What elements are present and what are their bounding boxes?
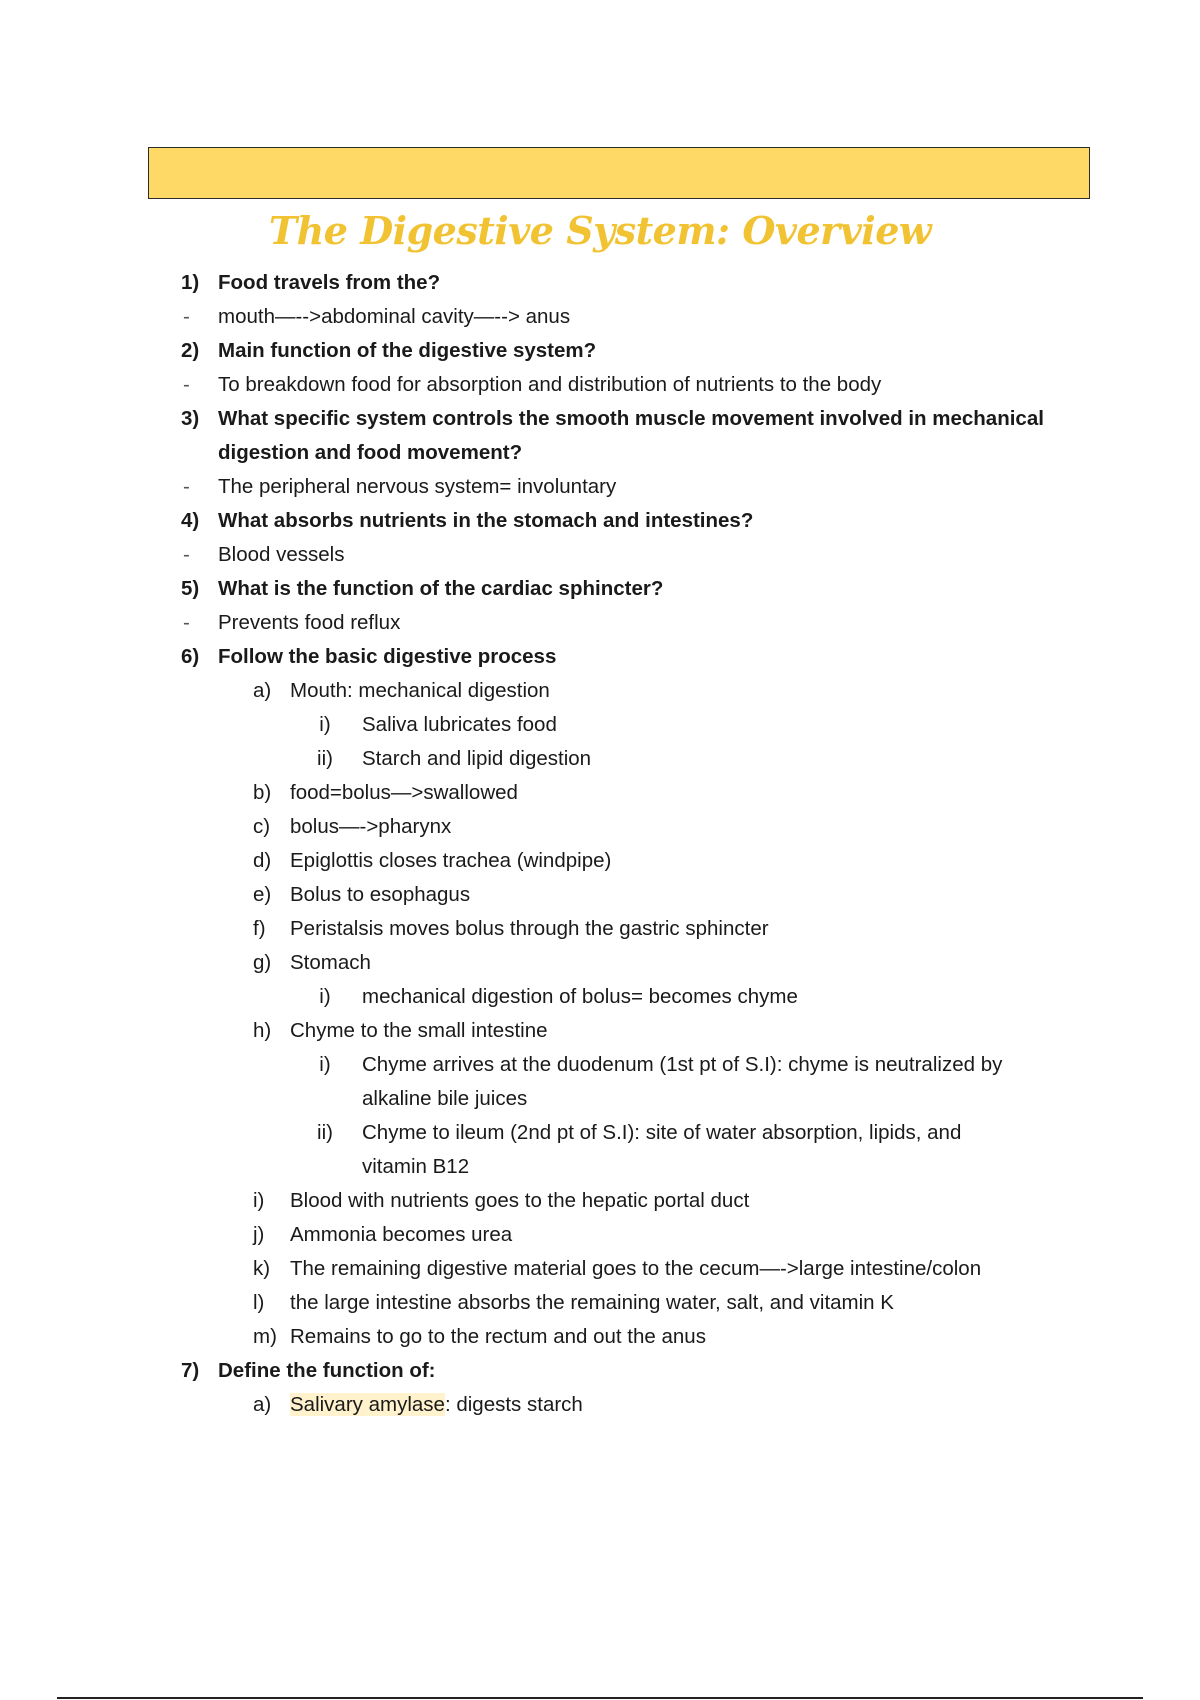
- step-b: [0, 776, 1200, 810]
- question-text: Define the function of:: [218, 1359, 436, 1382]
- step-text: Peristalsis moves bolus through the gastric sphincter: [290, 917, 769, 940]
- answer-3: [0, 470, 1200, 504]
- answer-2: [0, 368, 1200, 402]
- step-h: [0, 1014, 1200, 1048]
- list-marker: i): [319, 985, 331, 1008]
- list-marker: i): [319, 713, 331, 736]
- question-number: 2): [181, 339, 200, 362]
- question-text-continued: digestion and food movement?: [218, 441, 523, 464]
- list-marker: k): [253, 1257, 271, 1280]
- bullet-dash: -: [183, 305, 190, 328]
- question-3-continued: [0, 436, 1200, 470]
- step-text: Blood with nutrients goes to the hepatic portal duct: [290, 1189, 750, 1212]
- answer-5: [0, 606, 1200, 640]
- list-marker: ii): [317, 1121, 333, 1144]
- definition-rest: : digests starch: [444, 1393, 583, 1416]
- answer-text: mouth—-->abdominal cavity—--> anus: [218, 305, 571, 328]
- question-number: 4): [181, 509, 200, 532]
- step-text: Chyme to the small intestine: [290, 1019, 548, 1042]
- step-text: food=bolus—>swallowed: [290, 781, 518, 804]
- step-text: Epiglottis closes trachea (windpipe): [290, 849, 612, 872]
- question-number: 6): [181, 645, 200, 668]
- list-marker: a): [253, 1393, 272, 1416]
- step-text: Bolus to esophagus: [290, 883, 471, 906]
- step-text: Chyme arrives at the duodenum (1st pt of S.I): chyme is neutralized by: [362, 1053, 1003, 1076]
- step-text-continued: alkaline bile juices: [362, 1087, 528, 1110]
- step-text: Saliva lubricates food: [362, 713, 557, 736]
- question-text: What is the function of the cardiac sphincter?: [218, 577, 664, 600]
- step-h-ii: [0, 1116, 1200, 1150]
- question-number: 3): [181, 407, 200, 430]
- step-text: Ammonia becomes urea: [290, 1223, 513, 1246]
- list-marker: a): [253, 679, 272, 702]
- step-h-i-continued: [0, 1082, 1200, 1116]
- list-marker: d): [253, 849, 272, 872]
- list-marker: g): [253, 951, 272, 974]
- question-text: Main function of the digestive system?: [218, 339, 597, 362]
- step-g: [0, 946, 1200, 980]
- step-m: [0, 1320, 1200, 1354]
- answer-1: [0, 300, 1200, 334]
- step-k: [0, 1252, 1200, 1286]
- step-text: Chyme to ileum (2nd pt of S.I): site of water absorption, lipids, and: [362, 1121, 962, 1144]
- step-l: [0, 1286, 1200, 1320]
- step-text: Mouth: mechanical digestion: [290, 679, 550, 702]
- document-body: [0, 266, 1200, 1422]
- list-marker: l): [253, 1291, 265, 1314]
- answer-text: Prevents food reflux: [218, 611, 401, 634]
- step-text-continued: vitamin B12: [362, 1155, 470, 1178]
- list-marker: i): [253, 1189, 265, 1212]
- question-text: What specific system controls the smooth muscle movement involved in mechanical: [218, 407, 1044, 430]
- step-a-ii: [0, 742, 1200, 776]
- definition-a: [0, 1388, 1200, 1422]
- definition-text: [290, 1388, 583, 1422]
- question-3: [0, 402, 1200, 436]
- step-a-i: [0, 708, 1200, 742]
- list-marker: e): [253, 883, 272, 906]
- list-marker: i): [319, 1053, 331, 1076]
- step-i: [0, 1184, 1200, 1218]
- question-6: [0, 640, 1200, 674]
- step-e: [0, 878, 1200, 912]
- footer-divider: [57, 1697, 1143, 1699]
- question-text: Food travels from the?: [218, 271, 441, 294]
- list-marker: h): [253, 1019, 272, 1042]
- step-text: the large intestine absorbs the remaining water, salt, and vitamin K: [290, 1291, 894, 1314]
- answer-text: The peripheral nervous system= involuntary: [218, 475, 617, 498]
- step-text: mechanical digestion of bolus= becomes chyme: [362, 985, 798, 1008]
- step-h-i: [0, 1048, 1200, 1082]
- highlighted-term: Salivary amylase: [290, 1393, 445, 1416]
- page-title: The Digestive System: Overview: [268, 208, 932, 253]
- question-number: 7): [181, 1359, 200, 1382]
- step-text: Remains to go to the rectum and out the anus: [290, 1325, 706, 1348]
- step-d: [0, 844, 1200, 878]
- step-a: [0, 674, 1200, 708]
- header-banner: [148, 147, 1090, 199]
- answer-4: [0, 538, 1200, 572]
- answer-text: Blood vessels: [218, 543, 345, 566]
- step-h-ii-continued: [0, 1150, 1200, 1184]
- question-text: What absorbs nutrients in the stomach and intestines?: [218, 509, 754, 532]
- question-4: [0, 504, 1200, 538]
- step-j: [0, 1218, 1200, 1252]
- step-c: [0, 810, 1200, 844]
- question-7: [0, 1354, 1200, 1388]
- step-text: The remaining digestive material goes to the cecum—->large intestine/colon: [290, 1257, 982, 1280]
- list-marker: m): [253, 1325, 277, 1348]
- question-5: [0, 572, 1200, 606]
- list-marker: b): [253, 781, 272, 804]
- question-2: [0, 334, 1200, 368]
- list-marker: f): [253, 917, 266, 940]
- bullet-dash: -: [183, 543, 190, 566]
- question-number: 5): [181, 577, 200, 600]
- bullet-dash: -: [183, 611, 190, 634]
- bullet-dash: -: [183, 373, 190, 396]
- list-marker: c): [253, 815, 271, 838]
- step-text: Stomach: [290, 951, 371, 974]
- question-text: Follow the basic digestive process: [218, 645, 557, 668]
- answer-text: To breakdown food for absorption and distribution of nutrients to the body: [218, 373, 882, 396]
- step-text: bolus—->pharynx: [290, 815, 452, 838]
- step-g-i: [0, 980, 1200, 1014]
- list-marker: ii): [317, 747, 333, 770]
- question-number: 1): [181, 271, 200, 294]
- list-marker: j): [253, 1223, 265, 1246]
- step-f: [0, 912, 1200, 946]
- bullet-dash: -: [183, 475, 190, 498]
- step-text: Starch and lipid digestion: [362, 747, 592, 770]
- question-1: [0, 266, 1200, 300]
